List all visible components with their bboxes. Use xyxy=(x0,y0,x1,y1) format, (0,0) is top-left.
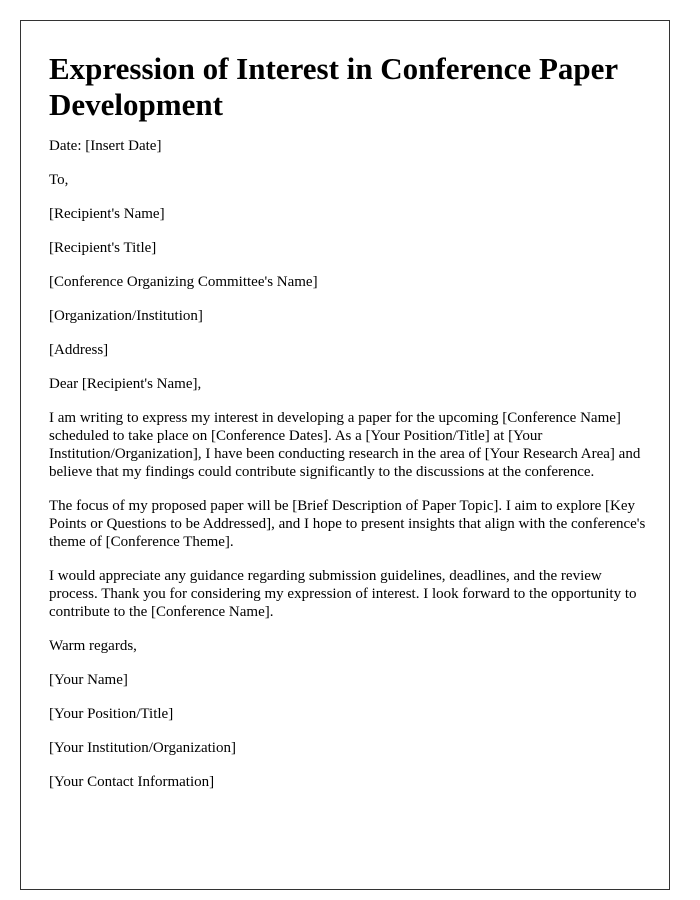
to-line: To, xyxy=(49,172,69,188)
address: [Address] xyxy=(49,342,109,358)
recipient-title: [Recipient's Title] xyxy=(49,240,157,256)
signature-title: [Your Position/Title] xyxy=(49,706,174,722)
letter-title: Expression of Interest in Conference Paper Development xyxy=(49,51,618,122)
body-paragraph-3: I would appreciate any guidance regarding submission guidelines, deadlines, and the review process. Thank you for considering my expression of interest. I look forward to the opportunity to contribute to the [Conference Name]. xyxy=(49,568,637,620)
date-line: Date: [Insert Date] xyxy=(49,138,162,154)
closing: Warm regards, xyxy=(49,638,137,654)
committee-name: [Conference Organizing Committee's Name] xyxy=(49,274,318,290)
organization: [Organization/Institution] xyxy=(49,308,203,324)
body-paragraph-1: I am writing to express my interest in developing a paper for the upcoming [Conference Name] scheduled to take place on [Conference Dates]. As a [Your Position/Title] at [Your Institution/Organization], I have been conducting research in the area of [Your Research Area] and believe that my findings could contribute significantly to the discussions at the conference. xyxy=(49,410,641,480)
body-paragraph-2: The focus of my proposed paper will be [Brief Description of Paper Topic]. I aim to explore [Key Points or Questions to be Addressed], and I hope to present insights that align with the conference's theme of [Conference Theme]. xyxy=(49,498,646,550)
signature-name: [Your Name] xyxy=(49,672,128,688)
signature-contact: [Your Contact Information] xyxy=(49,774,215,790)
signature-institution: [Your Institution/Organization] xyxy=(49,740,236,756)
letter-page xyxy=(20,20,670,890)
salutation: Dear [Recipient's Name], xyxy=(49,376,202,392)
recipient-name: [Recipient's Name] xyxy=(49,206,165,222)
